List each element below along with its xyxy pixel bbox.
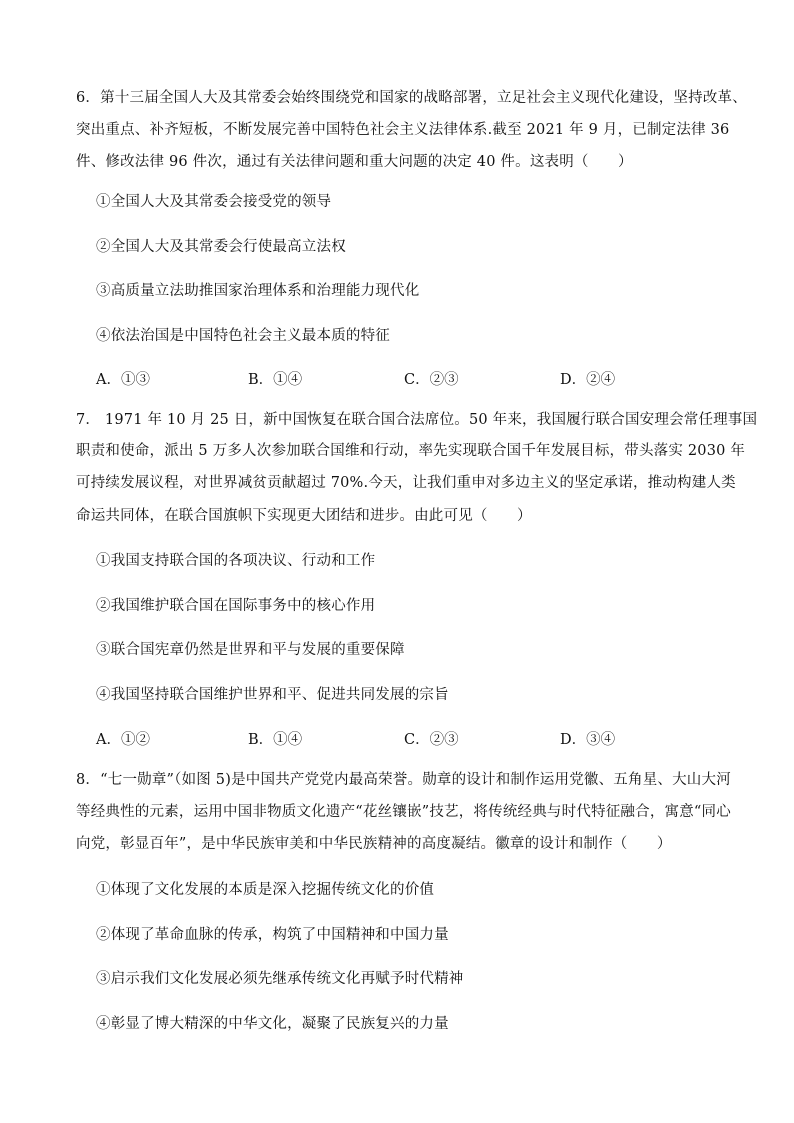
statement: ①我国支持联合国的各项决议、行动和工作 [96,553,376,569]
choice-b: B．①④ [248,372,303,388]
statement: ④依法治国是中国特色社会主义最本质的特征 [96,328,390,344]
statement: ③高质量立法助推国家治理体系和治理能力现代化 [96,283,420,299]
choice-d: D．②④ [560,372,616,388]
choice-d: D．③④ [560,732,616,748]
statement: ①全国人大及其常委会接受党的领导 [96,194,332,210]
statement: ①体现了文化发展的本质是深入挖掘传统文化的价值 [96,882,435,898]
choice-a: A．①③ [96,372,150,388]
question-text-line: 等经典性的元素，运用中国非物质文化遗产“花丝镶嵌”技艺，将传统经典与时代特征融合，寓意“同心 [76,804,731,820]
question-text-line: 6．第十三届全国人大及其常委会始终围绕党和国家的战略部署，立足社会主义现代化建设，坚持改革、 [76,90,747,106]
choice-c: C．②③ [404,732,459,748]
statement: ③联合国宪章仍然是世界和平与发展的重要保障 [96,642,405,658]
choice-c: C．②③ [404,372,459,388]
statement: ④我国坚持联合国维护世界和平、促进共同发展的宗旨 [96,687,449,703]
statement: ④彰显了博大精深的中华文化，凝聚了民族复兴的力量 [96,1016,449,1032]
question-text-line: 8．“七一勋章”（如图 5)是中国共产党党内最高荣誉。勋章的设计和制作运用党徽、五角星、大山大河 [76,772,731,788]
question-text-line: 命运共同体，在联合国旗帜下实现更大团结和进步。由此可见（ ） [76,508,532,524]
question-text-line: 可持续发展议程，对世界减贫贡献超过 70%.今天，让我们重申对多边主义的坚定承诺，推动构建人类 [76,475,736,491]
choice-b: B．①④ [248,732,303,748]
question-text-line: 突出重点、补齐短板，不断发展完善中国特色社会主义法律体系.截至 2021 年 9 月，已制定法律 36 [76,122,730,138]
question-text-line: 向党，彰显百年”，是中华民族审美和中华民族精神的高度凝结。徽章的设计和制作（ ） [76,836,672,852]
question-text-line: 件、修改法律 96 件次，通过有关法律问题和重大问题的决定 40 件。这表明（ ） [76,154,633,170]
statement: ②全国人大及其常委会行使最高立法权 [96,239,346,255]
question-text-line: 职责和使命，派出 5 万多人次参加联合国维和行动，率先实现联合国千年发展目标，带头落实 2030 年 [76,443,746,459]
statement: ③启示我们文化发展必须先继承传统文化再赋予时代精神 [96,971,464,987]
choice-a: A．①② [96,732,150,748]
question-text-line: 7． 1971 年 10 月 25 日，新中国恢复在联合国合法席位。50 年来，我国履行联合国安理会常任理事国 [76,412,758,428]
statement: ②体现了革命血脉的传承，构筑了中国精神和中国力量 [96,927,449,943]
statement: ②我国维护联合国在国际事务中的核心作用 [96,598,376,614]
